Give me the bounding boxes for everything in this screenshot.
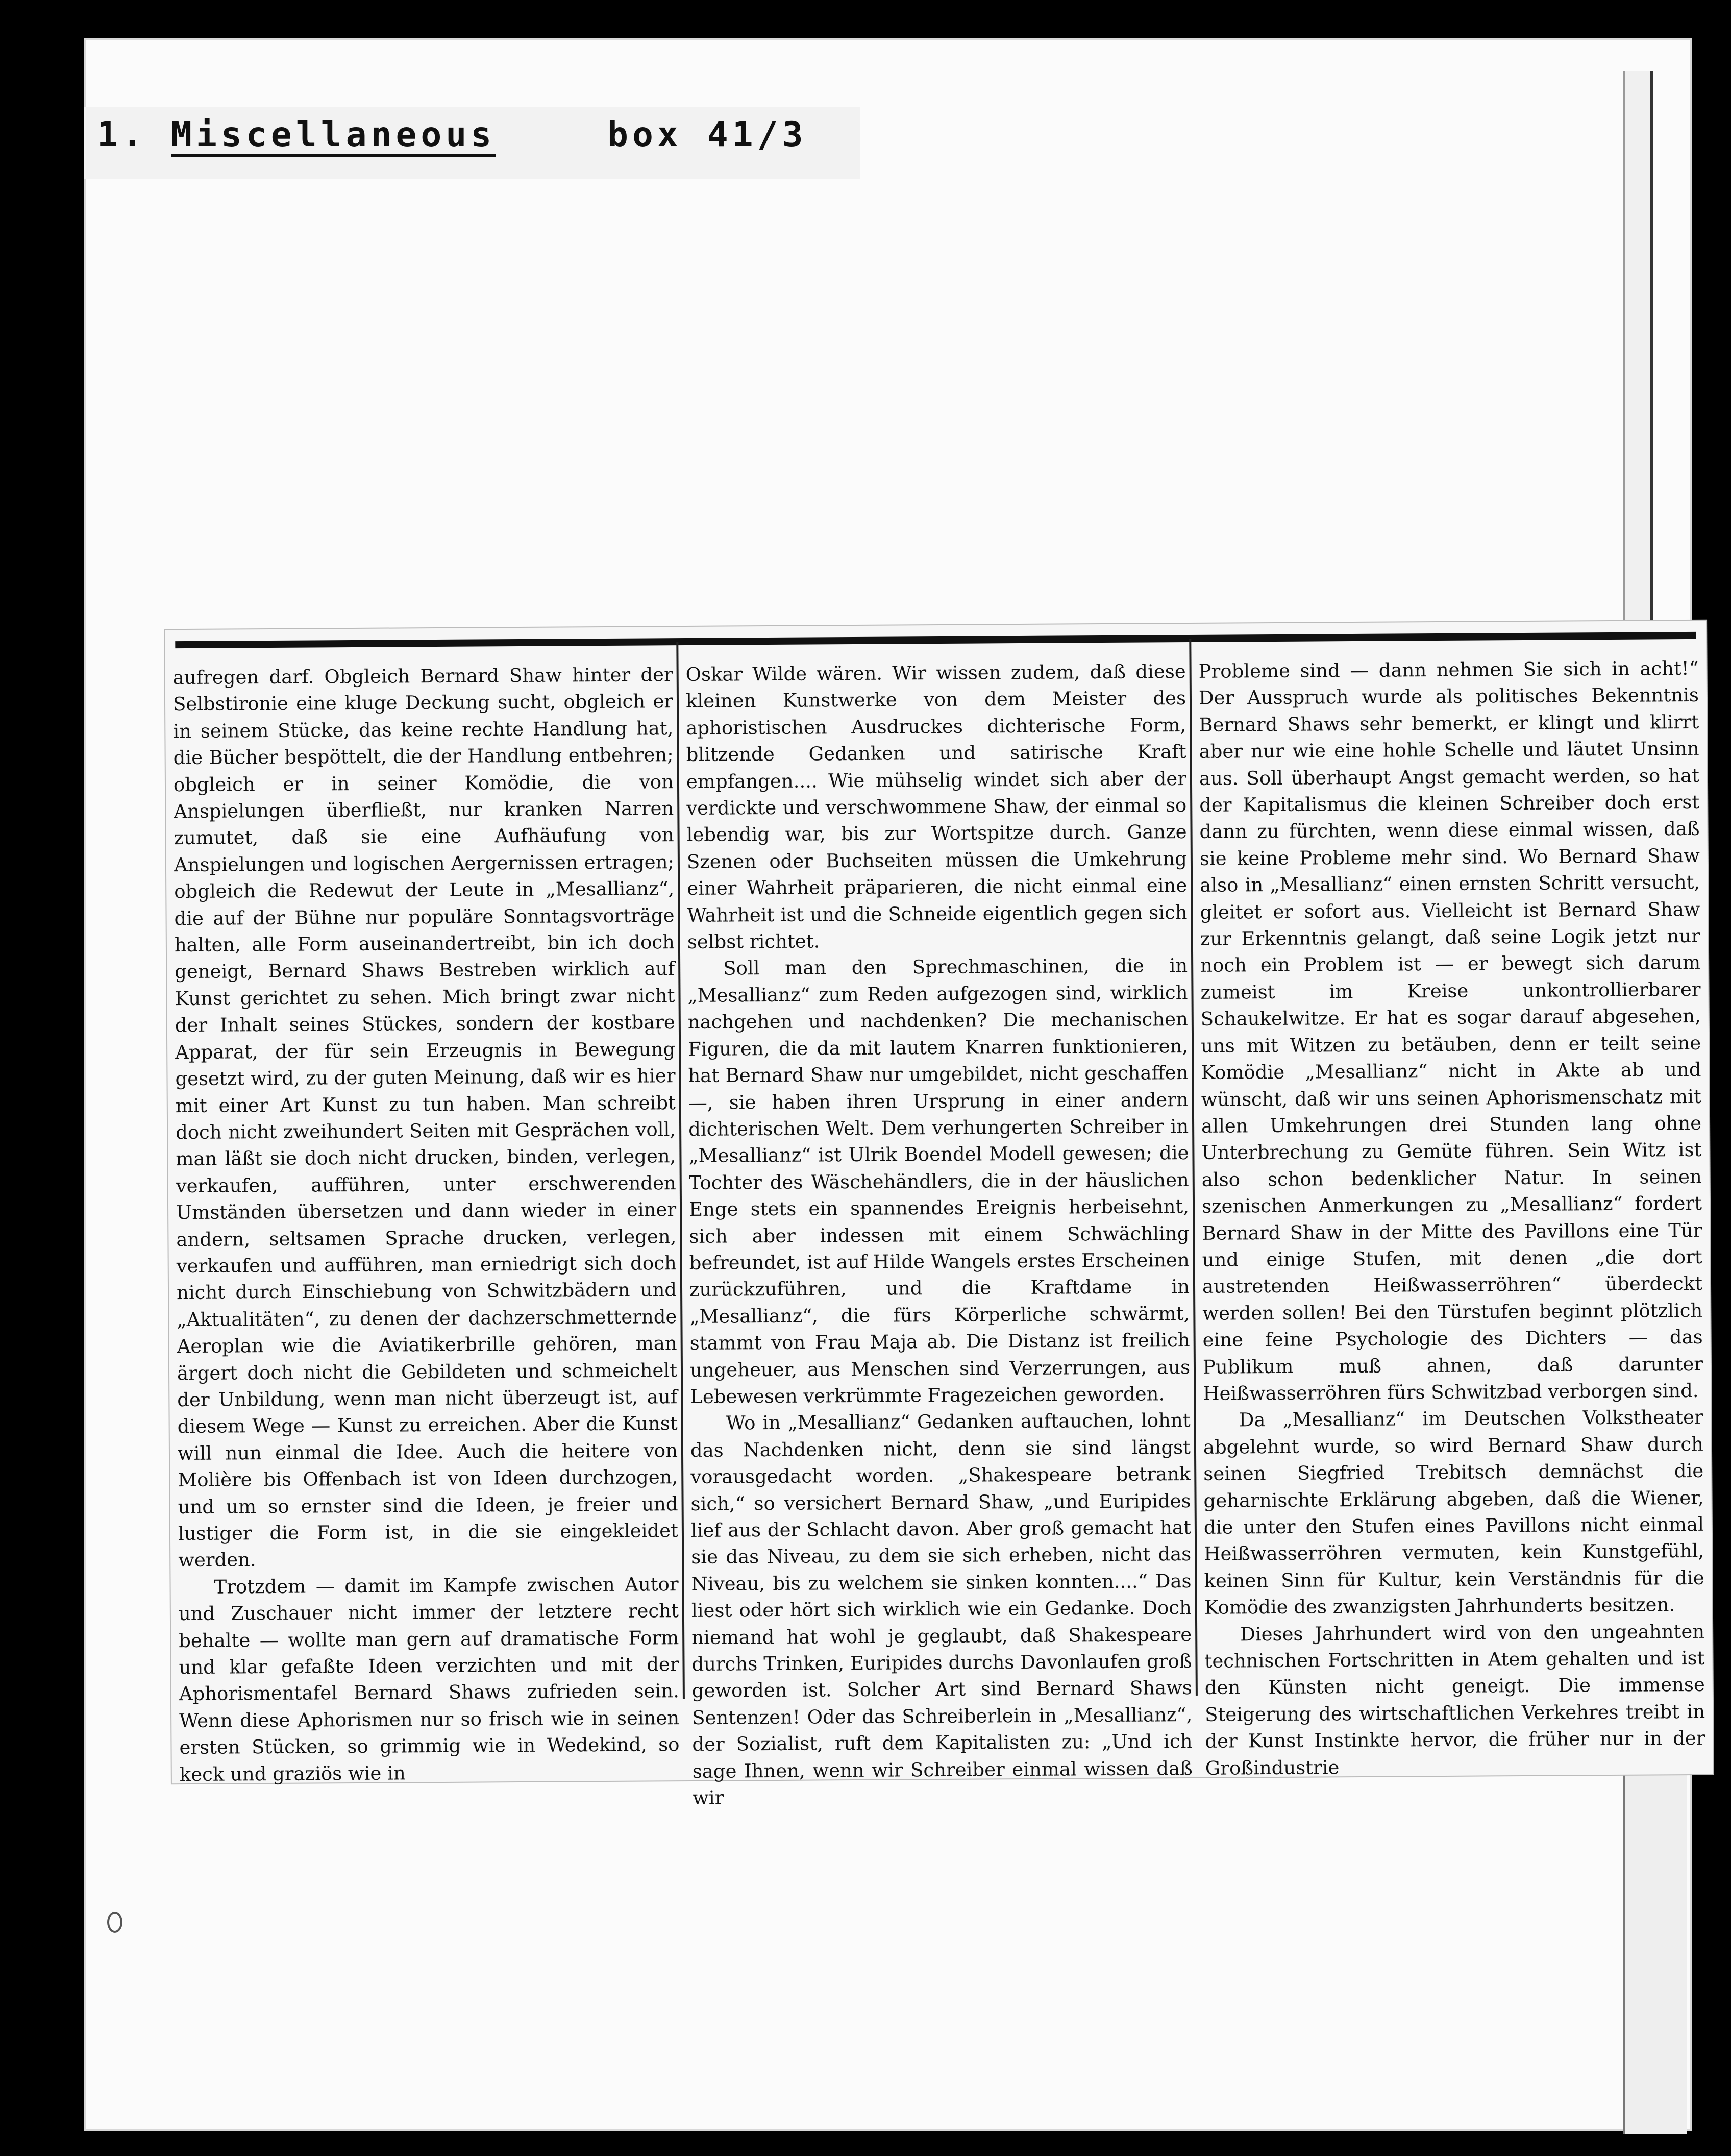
paragraph: Oskar Wilde wären. Wir wissen zudem, daß diese kleinen Kunstwerke von dem Meister des aphoristischen Ausdruckes dichterische Form, blitzende Gedanken und satirische Kraft empfangen.... Wie mühselig windet sich aber der verdickte und verschwommene Shaw, der einmal so lebendig war, bis zur Wortspitze durch. Ganze Szenen oder Buchseiten müssen die Umkehrung einer Wahrheit präparieren, die nicht einmal eine Wahrheit ist und die Schneide eigentlich gegen sich selbst richtet. (685, 660, 1188, 953)
paragraph: aufregen darf. Obgleich Bernard Shaw hinter der Selbstironie eine kluge Deckung sucht, obgleich er in seinem Stücke, das keine rechte Handlung hat, die Bücher bespöttelt, die der Handlung entbehren; obgleich er in seiner Komödie, die von Anspielungen überfließt, nur kranken Narren zumutet, daß sie eine Aufhäufung von Anspielungen und logischen Aergernissen ertragen; obgleich die Redewut der Leute in „Mesallianz“, die auf der Bühne nur populäre Sonntagsvorträge halten, alle Form auseinandertreibt, bin ich doch geneigt, Bernard Shaws Bestreben wirklich auf Kunst gerichtet zu sehen. Mich bringt zwar nicht der Inhalt seines Stückes, sondern der kostbare Apparat, der für sein Erzeugnis in Bewegung gesetzt wird, zu der guten Meinung, daß wir es hier mit einer Art Kunst zu tun haben. Man schreibt doch nicht zweihundert Seiten mit Gesprächen voll, man läßt sie doch nicht drucken, binden, verlegen, verkaufen, aufführen, unter erschwerenden Umständen übersetzen und dann wieder in einer andern, seltsamen Sprache drucken, verlegen, verkaufen und aufführen, man erniedrigt sich doch nicht durch Einschiebung von Schwitzbädern und „Aktualitäten“, zu denen der dachzerschmetternde Aeroplan wie die Aviatikerbrille gehören, man ärgert doch nicht die Gebildeten und schmeichelt der Unbildung, wenn man nicht überzeugt ist, auf diesem Wege — Kunst zu erreichen. Aber die Kunst will nun einmal die Idee. Auch die heitere von Molière bis Offenbach ist von Ideen durchzogen, und um so ernster sind die Ideen, je freier und lustiger die Form ist, in die sie eingekleidet werden. (172, 664, 679, 1572)
paragraph: Wo in „Mesallianz“ Gedanken auftauchen, lohnt das Nachdenken nicht, denn sie sind längst vorausgedacht worden. „Shakespeare betrank sich,“ so versichert Bernard Shaw, „und Euripides lief aus der Schlacht davon. Aber groß gemacht hat sie das Niveau, zu dem sie sich erheben, nicht das Niveau, bis zu welchem sie sinken konnten....“ Das liest oder hört sich wirklich wie ein Gedanke. Doch niemand hat wohl je geglaubt, daß Shakespeare durchs Trinken, Euripides durchs Davonlaufen groß geworden ist. Solcher Art sind Bernard Shaws Sentenzen! Oder das Schreiberlein in „Mesallianz“, der Sozialist, ruft dem Kapitalisten zu: „Und ich sage Ihnen, wenn wir Schreiber einmal wissen daß wir (690, 1409, 1193, 1809)
folder-label: Miscellaneous (171, 115, 496, 155)
paragraph: Dieses Jahrhundert wird von den ungeahnten technischen Fortschritten in Atem gehalten und ist den Künsten nicht geneigt. Die immense Steigerung des wirtschaftlichen Verkehres treibt in der Kunst Instinkte hervor, die früher nur in der Großindustrie (1204, 1620, 1705, 1779)
scan-artifact-mark (107, 1912, 122, 1933)
folder-number: 1. (97, 115, 147, 155)
top-rule (175, 632, 1696, 648)
paragraph: Probleme sind — dann nehmen Sie sich in acht!“ Der Ausspruch wurde als politisches Bekenntnis Bernard Shaws sehr bemerkt, er klingt und klirrt aber nur wie eine hohle Schelle und läutet Unsinn aus. Soll überhaupt Angst gemacht werden, so hat der Kapitalismus die kleinen Schreiber doch erst dann zu fürchten, wenn diese einmal wissen, daß sie keine Probleme mehr sind. Wo Bernard Shaw also in „Mesallianz“ einen ernsten Schritt versucht, gleitet er sofort aus. Vielleicht ist Bernard Shaw zur Erkenntnis gelangt, daß seine Logik jetzt nur noch ein Problem ist — er bewegt sich darum zumeist im Kreise unkontrollierbarer Schaukelwitze. Er hat es sogar darauf abgesehen, uns mit Witzen zu betäuben, denn er teilt seine Komödie „Mesallianz“ nicht in Akte ab und wünscht, daß wir uns seinen Aphorismenschatz mit allen Umkehrungen drei Stunden lang ohne Unterbrechung zu Gemüte führen. Sein Witz ist also schon bedenklicher Natur. In seinen szenischen Anmerkungen zu „Mesallianz“ fordert Bernard Shaw in der Mitte des Pavillons eine Tür und einige Stufen, mit denen „die dort austretenden Heißwasserröhren“ überdeckt werden sollen! Bei den Türstufen beginnt plötzlich eine feine Psychologie des Dichters — das Publikum muß ahnen, daß darunter Heißwasserröhren fürs Schwitzbad verborgen sind. (1198, 657, 1703, 1405)
article-column-3 (1199, 655, 1705, 1782)
underlying-sheet-edge-lower (1623, 1746, 1687, 2134)
newspaper-clipping (165, 621, 1713, 1809)
paragraph: Da „Mesallianz“ im Deutschen Volkstheater abgelehnt wurde, so wird Bernard Shaw durch seinen Siegfried Trebitsch demnächst die geharnischte Erklärung abgeben, daß die Wiener, die unter den Stufen eines Pavillons nicht einmal Heißwasserröhren vermuten, kein Kunstgefühl, keinen Sinn für Kultur, kein Verständnis für die Komödie des zwanzigsten Jahrhunderts besitzen. (1203, 1406, 1704, 1619)
paragraph: Soll man den Sprechmaschinen, die in „Mesallianz“ zum Reden aufgezogen sind, wirklich nachgehen und nachdenken? Die mechanischen Figuren, die da mit lautem Knarren funktionieren, hat Bernard Shaw nur umgebildet, nicht geschaffen —, sie haben ihren Ursprung in einer andern dichterischen Welt. Dem verhungerten Schreiber in „Mesallianz“ ist Ulrik Boendel Modell gewesen; die Tochter des Wäschehändlers, die in der häuslichen Enge stets ein spannendes Ereignis herbeisehnt, sich aber indessen mit einem Schwächling befreundet, ist auf Hilde Wangels erstes Erscheinen zurückzuführen, und die Kraftdame in „Mesallianz“, die fürs Körperliche schwärmt, stammt von Frau Maja ab. Die Distanz ist freilich ungeheuer, aus Menschen sind Verzerrungen, aus Lebewesen verkrümmte Fragezeichen geworden. (687, 954, 1191, 1408)
article-column-2 (686, 658, 1193, 1811)
box-number: box 41/3 (607, 115, 807, 155)
underlying-sheet-edge (1623, 71, 1653, 643)
paragraph: Trotzdem — damit im Kampfe zwischen Autor und Zuschauer nicht immer der letztere recht behalte — wollte man gern auf dramatische Form und klar gefaßte Ideen verzichten und mit der Aphorismentafel Bernard Shaws zufrieden sein. Wenn diese Aphorismen nur so frisch wie in seinen ersten Stücken, so grimmig wie in Wedekind, so keck und graziös wie in (178, 1573, 680, 1785)
article-column-1 (173, 662, 680, 1788)
